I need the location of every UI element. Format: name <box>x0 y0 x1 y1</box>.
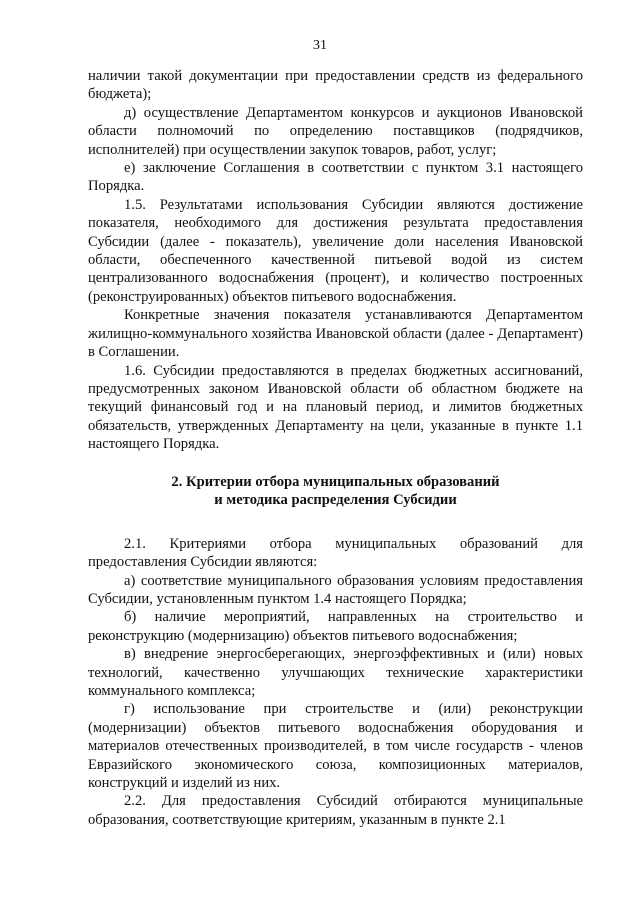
section-title-line: и методика распределения Субсидии <box>214 492 457 509</box>
section-title-line: 2. Критерии отбора муниципальных образований <box>171 473 500 490</box>
paragraph: д) осуществление Департаментом конкурсов и аукционов Ивановской области полномочий по определению поставщиков (подрядчиков, исполнителей) при осуществлении закупок товаров, работ, услуг; <box>88 104 583 158</box>
section-title <box>88 473 583 510</box>
paragraph: 2.2. Для предоставления Субсидий отбираются муниципальные образования, соответствующие критериям, указанным в пункте 2.1 <box>88 793 583 828</box>
paragraph: 2.1. Критериями отбора муниципальных образований для предоставления Субсидии являются: <box>88 535 583 571</box>
paragraph: в) внедрение энергосберегающих, энергоэффективных и (или) новых технологий, качественно улучшающих технические характеристики коммунального комплекса; <box>88 646 583 699</box>
paragraph: б) наличие мероприятий, направленных на строительство и реконструкцию (модернизацию) объектов питьевого водоснабжения; <box>88 609 583 644</box>
paragraph: Конкретные значения показателя устанавливаются Департаментом жилищно-коммунального хозяйства Ивановской области (далее - Департамент) в Соглашении. <box>88 307 583 361</box>
paragraph: г) использование при строительстве и (или) реконструкции (модернизации) объектов питьевого водоснабжения оборудования и материалов отечественных производителей, в том числе государств - членов Евразийского экономического союза, композиционных материалов, конструкций и изделий из них. <box>88 701 583 791</box>
paragraph: а) соответствие муниципального образования условиям предоставления Субсидии, установленным пунктом 1.4 настоящего Порядка; <box>88 572 583 607</box>
paragraph: наличии такой документации при предоставлении средств из федерального бюджета); <box>88 68 583 103</box>
page-number: 31 <box>313 38 327 53</box>
paragraph: 1.6. Субсидии предоставляются в пределах бюджетных ассигнований, предусмотренных законом Ивановской области об областном бюджете на текущий финансовый год и на плановый период, и лимитов бюджетных обязательств, утвержденных Департаменту на цели, указанные в пункте 1.1 настоящего Порядка. <box>88 362 583 453</box>
document-body <box>88 67 583 829</box>
paragraph: 1.5. Результатами использования Субсидии являются достижение показателя, необходимого для достижения результата предоставления Субсидии (далее - показатель), увеличение доли населения Ивановской области, обеспеченного качественной питьевой водой из систем централизованного водоснабжения (процент), и количество построенных (реконструированных) объектов питьевого водоснабжения. <box>88 196 583 305</box>
paragraph: е) заключение Соглашения в соответствии с пунктом 3.1 настоящего Порядка. <box>88 160 583 195</box>
